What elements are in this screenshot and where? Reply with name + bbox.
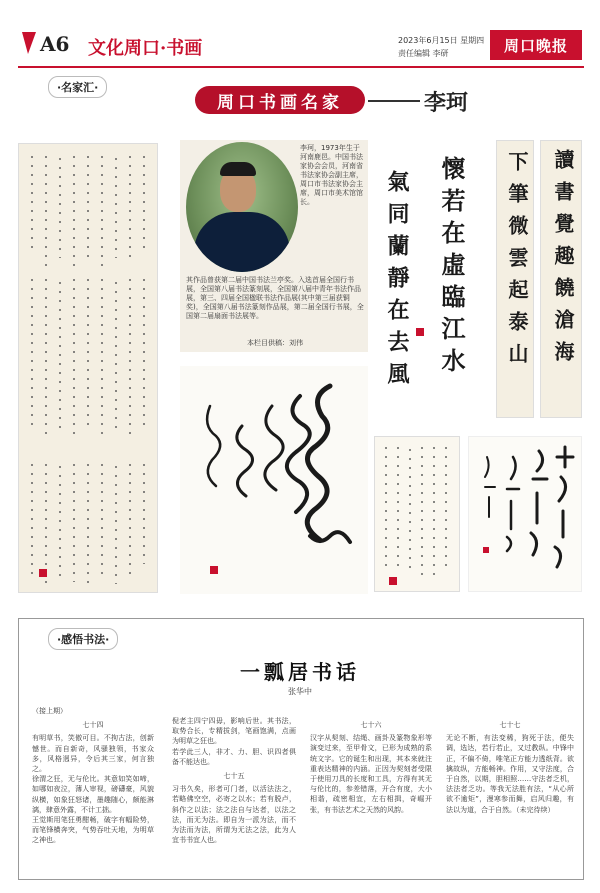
header-accent-mark: [14, 32, 36, 54]
column-tag-bottom: ·感悟书法·: [48, 628, 118, 650]
article-continued: （接上期）: [32, 707, 67, 715]
artwork-couplet-2-right: [540, 140, 582, 418]
article-column-3: [310, 716, 432, 815]
article-title: 一瓢居书话: [240, 660, 360, 684]
editor-credit: 责任编辑 李研: [398, 49, 449, 58]
column-credit: 本栏目供稿：刘伟: [247, 339, 303, 347]
article-column-4: [446, 716, 574, 815]
artwork-small-scroll: [374, 436, 460, 592]
article-author: 张华中: [288, 687, 312, 696]
cursive-strokes: [180, 366, 368, 594]
section-heading-74: 七十四: [82, 721, 104, 730]
section-heading-76: 七十六: [360, 721, 382, 729]
couplet-1-left: 氣同蘭靜在去風: [384, 170, 410, 394]
artist-name: 李珂: [424, 90, 469, 116]
artwork-couplet-1: [378, 148, 488, 418]
paragraph-75: 习书久矣，形者可门者，以活法法之，若略佛空空，必寄之以水；若有脱卢，斜作之以法；法之法自与达者，以法之法，而无为法。即自为一派为法，而不为法而为法，所谓为无法之法，此为人宜书书宜人也。: [172, 785, 296, 845]
article-column-1: [32, 706, 154, 846]
title-dash: [368, 100, 420, 102]
paragraph-76: 汉字从契刻、结绳、画卦及篆物象形等演变过来，至甲骨文，已形为成熟的系统文字。它的诞生和出现，其本来就注重表达精神的内涵。正因为契刻者受限于使用刀具的长度和工具，方得有其无与伦比的，参差错落，开合有度，大小相谐，疏密相宜，左右相揖，奇崛开张，有书法艺术之天然的风韵。: [310, 734, 432, 814]
artwork-scroll-left: [18, 143, 158, 593]
bold-vertical-strokes: [469, 437, 583, 593]
paragraph-74-4: 倪老主四宁四毋，影响后世。其书法，取势合长，专精拔剑，笔画饱满，点画为明草之狂也。: [172, 717, 296, 746]
paragraph-74-5: 若学此三人，非才、力、胆、识四者俱备不能达也。: [172, 747, 296, 766]
header-rule: [18, 66, 584, 68]
artwork-bold-vertical: [468, 436, 582, 592]
feature-band: 周口书画名家: [195, 86, 365, 114]
couplet-1-right: 懷若在虛臨江水: [437, 156, 466, 380]
section-heading-77: 七十七: [499, 721, 521, 729]
artwork-couplet-2-left: [496, 140, 534, 418]
couplet-2-left-text: 下筆微雲起泰山: [505, 151, 529, 375]
issue-date: 2023年6月15日 星期四: [398, 36, 485, 45]
section-title: 文化周口·书画: [88, 38, 203, 59]
article-column-2: [172, 716, 296, 845]
paragraph-77: 无论不断，有法变稀，狗死于法，便失调，选达，若行若止，又过教纵。中锋中正，不偏不倚，唯笔正方能力透纸背。欲擒故纵，方能畅神。作用，又守法度，合于自然，以期，胆相照……守法者乏机，法法者乏功。等我无法胜有法，“从心所欲不逾矩”，漫寒参而舞，启风归趣，有法以为道，合于自然。（未完待续）: [446, 734, 574, 814]
artist-bio-awards: 其作品曾获第二届中国书法兰亭奖。入选首届全国行书展，全国第八届书法篆刻展，全国第八届中青年书法作品展，第三、四届全国楹联书法作品展(其中第三届获铜奖)，全国第八届书法篆刻作品展，第二届全国行书展，全国第二届扇面书法展等。: [186, 276, 364, 320]
artist-photo: [186, 142, 298, 272]
paragraph-74-3: 王觉斯用笔狂勇酣畅，破字有幅险势，而笔锋横奔突，气势吞吐天地，为明草之神也。: [32, 816, 154, 845]
artwork-cursive: [180, 366, 368, 594]
paragraph-74-2: 徐渭之狂，无与伦比。其意如笑如啼，如哪如夜泣，薄人审视，磅礴豪，风貌纵横，如象狂怒诸，墨趣随心，颇能淋漓，肆意外露，不计工拙。: [32, 775, 154, 814]
paragraph-74-1: 有明草书，笑傲可目。不拘古法，创新憾世。而自新奇，风骚独领，书家众多，风格迥异，令后其三家，何言独之。: [32, 734, 154, 774]
column-tag-top: ·名家汇·: [48, 76, 107, 98]
artist-bio-intro: 李珂，1973年生于河南鹿邑。中国书法家协会会员，河南省书法家协会副主席，周口市书法家协会主席，周口市美术馆馆长。: [300, 144, 363, 206]
section-heading-75: 七十五: [223, 772, 245, 781]
couplet-2-right-text: 讀書覺趣饒滄海: [551, 149, 575, 373]
newspaper-logo: 周口晚报: [490, 30, 582, 60]
page-number: A6: [40, 32, 70, 56]
